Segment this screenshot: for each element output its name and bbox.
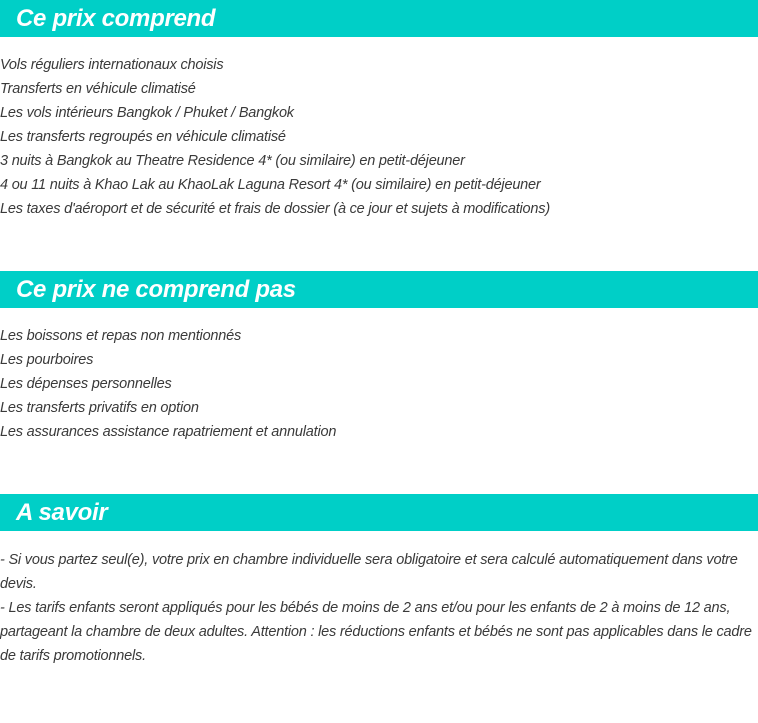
list-item: 3 nuits à Bangkok au Theatre Residence 4* (ou similaire) en petit-déjeuner	[0, 153, 465, 169]
section-header-notes	[0, 494, 758, 531]
list-item: Transferts en véhicule climatisé	[0, 81, 196, 97]
note-paragraph-solo: - Si vous partez seul(e), votre prix en chambre individuelle sera obligatoire et sera calculé automatiquement dans votre devis.	[0, 552, 738, 592]
section-includes	[0, 0, 758, 221]
note-paragraph-children: - Les tarifs enfants seront appliqués pour les bébés de moins de 2 ans et/ou pour les enfants de 2 à moins de 12 ans, partageant la chambre de deux adultes. Attention : les réductions enfants et bébés ne sont pas applicables dans le cadre de tarifs promotionnels.	[0, 600, 752, 664]
list-item: Les pourboires	[0, 352, 94, 368]
list-item: Les assurances assistance rapatriement et annulation	[0, 424, 337, 440]
section-header-includes	[0, 0, 758, 37]
list-item: Les transferts privatifs en option	[0, 400, 199, 416]
section-excludes	[0, 271, 758, 444]
section-title-includes: Ce prix comprend	[16, 5, 216, 32]
includes-list	[0, 53, 758, 221]
list-item: Les vols intérieurs Bangkok / Phuket / Bangkok	[0, 105, 294, 121]
list-item: 4 ou 11 nuits à Khao Lak au KhaoLak Laguna Resort 4* (ou similaire) en petit-déjeuner	[0, 177, 541, 193]
list-item: Les boissons et repas non mentionnés	[0, 328, 242, 344]
list-item: Les dépenses personnelles	[0, 376, 172, 392]
list-item: Vols réguliers internationaux choisis	[0, 57, 224, 73]
excludes-list	[0, 324, 758, 444]
section-header-excludes	[0, 271, 758, 308]
section-notes	[0, 494, 758, 668]
section-title-notes: A savoir	[16, 499, 108, 526]
section-title-excludes: Ce prix ne comprend pas	[16, 276, 296, 303]
list-item: Les transferts regroupés en véhicule climatisé	[0, 129, 286, 145]
notes-body	[0, 548, 758, 668]
list-item: Les taxes d'aéroport et de sécurité et frais de dossier (à ce jour et sujets à modifications)	[0, 201, 550, 217]
